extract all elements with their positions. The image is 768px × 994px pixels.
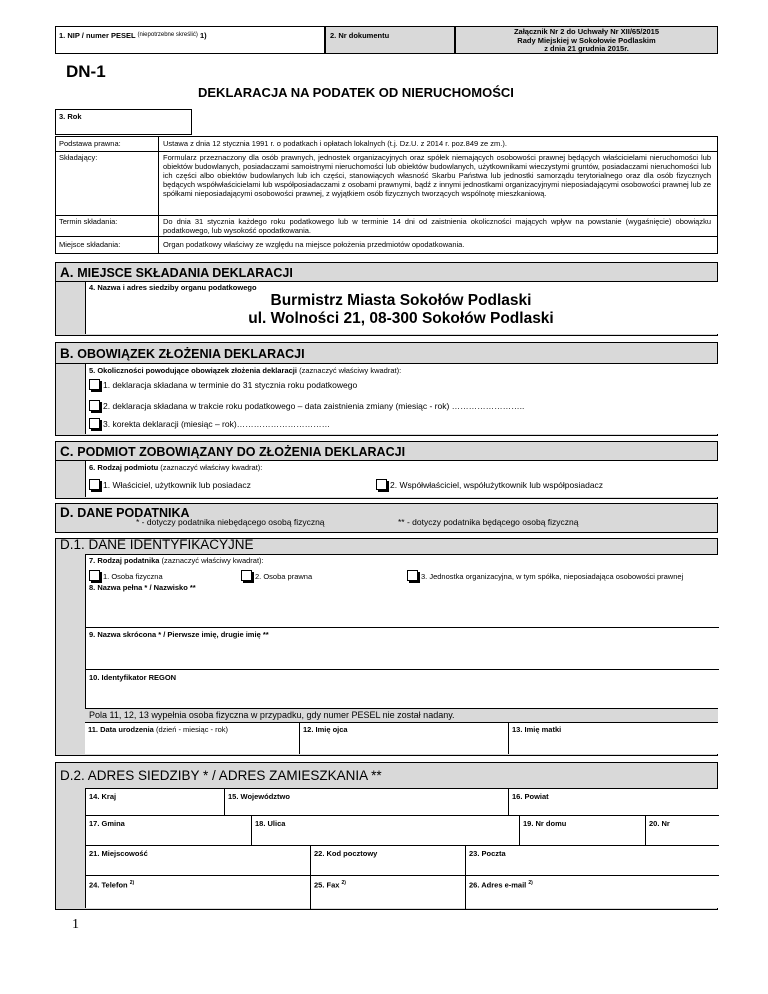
section-d-header — [55, 503, 718, 533]
annex-box — [455, 26, 718, 54]
taxpayer-type-note: (zaznaczyć właściwy kwadrat): — [161, 556, 264, 565]
father-name-label: 12. Imię ojca — [303, 725, 348, 734]
postal-code-field[interactable] — [311, 845, 466, 875]
regon-field[interactable] — [86, 669, 719, 708]
tax-office-name: Burmistrz Miasta Sokołów Podlaski — [270, 292, 532, 309]
option-owner-label: 1. Właściciel, użytkownik lub posiadacz — [103, 480, 251, 490]
nip-field[interactable] — [55, 26, 325, 54]
street-field[interactable] — [252, 815, 520, 845]
info-text-submitter: Formularz przeznaczony dla osób prawnych, jednostek organizacyjnych oraz spółek niemających osobowości prawnej będących właścicielami nieruchomości lub obiektów budowlanych, posiadaczami samoistnymi nieruchomości lub obiektów budowlanych, użytkownikami wieczystymi gruntów, posiadaczami nieruchomości lub ich części albo obiektów budowlanych lub ich części, stanowiących własność Skarbu Państwa lub jednostki samorządu terytorialnego oraz dla osób fizycznych będących współwłaścicielami lub współposiadaczami z osobami prawnymi, bądź z innymi jednostkami organizacyjnymi nieposiadającymi osobowości prawnej lub ze spółkami nieposiadającymi osobowości prawnej, z wyjątkiem osób fizycznych tworzących wspólnotę mieszkaniową. — [163, 153, 711, 198]
mother-name-field[interactable] — [509, 723, 718, 754]
phone-field[interactable] — [86, 875, 311, 909]
taxpayer-type-label: 7. Rodzaj podatnika — [89, 556, 160, 565]
voivodeship-field[interactable] — [225, 789, 509, 815]
short-name-field[interactable] — [86, 627, 719, 669]
document-number-field — [325, 26, 455, 54]
section-b-title: OBOWIĄZEK ZŁOŻENIA DEKLARACJI — [77, 347, 305, 361]
option-legal-person-label: 2. Osoba prawna — [255, 572, 313, 581]
section-d1-title: D.1. DANE IDENTYFIKACYJNE — [60, 537, 254, 552]
nip-suffix: 1) — [199, 31, 207, 40]
county-label: 16. Powiat — [512, 792, 549, 801]
section-a-body — [55, 282, 718, 336]
nip-label: 1. NIP / numer PESEL — [59, 31, 136, 40]
annex-line2: Rady Miejskiej w Sokołowie Podlaskim — [517, 35, 656, 45]
info-label-legal-basis: Podstawa prawna: — [59, 139, 121, 148]
option-organizational-unit[interactable] — [407, 570, 683, 581]
doc-no-label: 2. Nr dokumentu — [330, 31, 390, 40]
section-d1-header — [55, 538, 718, 554]
year-field[interactable] — [55, 109, 192, 135]
form-title: DEKLARACJA NA PODATEK OD NIERUCHOMOŚCI — [198, 85, 514, 100]
section-a-header — [55, 262, 718, 282]
section-d1-body — [55, 554, 718, 756]
option-legal-person[interactable] — [241, 570, 312, 581]
father-name-field[interactable] — [300, 723, 509, 754]
option-annual-label: 1. deklaracja składana w terminie do 31 stycznia roku podatkowego — [103, 380, 358, 390]
option-co-owner-label: 2. Współwłaściciel, współużytkownik lub współposiadacz — [390, 480, 604, 490]
entity-type-label: 6. Rodzaj podmiotu — [89, 463, 159, 472]
section-b-letter: B. — [60, 346, 74, 361]
short-name-label: 9. Nazwa skrócona * / Pierwsze imię, drugie imię ** — [89, 630, 269, 639]
phone-footnote: 2) — [129, 880, 135, 886]
post-office-label: 23. Poczta — [469, 849, 506, 858]
circumstances-label: 5. Okoliczności powodujące obowiązek złożenia deklaracji — [89, 366, 297, 375]
option-change[interactable] — [89, 400, 524, 411]
info-text-place: Organ podatkowy właściwy ze względu na miejsce położenia przedmiotów opodatkowania. — [163, 240, 465, 249]
tax-office-address: ul. Wolności 21, 08-300 Sokołów Podlaski — [248, 310, 554, 327]
regon-label: 10. Identyfikator REGON — [89, 673, 177, 682]
apartment-number-field[interactable] — [646, 815, 719, 845]
option-owner[interactable] — [89, 479, 251, 490]
annex-line3: z dnia 21 grudnia 2015r. — [544, 44, 629, 53]
checkbox-natural-person[interactable] — [89, 570, 100, 581]
birth-date-label: 11. Data urodzenia — [88, 725, 154, 734]
fax-label: 25. Fax — [314, 880, 340, 890]
info-label-place: Miejsce składania: — [59, 240, 121, 249]
page-number: 1 — [72, 917, 79, 932]
option-natural-person-label: 1. Osoba fizyczna — [103, 572, 163, 581]
section-d2-header — [55, 762, 718, 788]
circumstances-note: (zaznaczyć właściwy kwadrat): — [299, 366, 402, 375]
apartment-number-label: 20. Nr — [649, 819, 670, 828]
section-c-header — [55, 441, 718, 461]
option-organizational-unit-label: 3. Jednostka organizacyjna, w tym spółka, nieposiadająca osobowości prawnej — [421, 572, 684, 581]
mother-name-label: 13. Imię matki — [512, 725, 562, 734]
checkbox-owner[interactable] — [89, 479, 100, 490]
phone-label: 24. Telefon — [89, 880, 128, 890]
email-field[interactable] — [466, 875, 719, 909]
post-office-field[interactable] — [466, 845, 719, 875]
section-c-body — [55, 461, 718, 499]
locality-field[interactable] — [86, 845, 311, 875]
entity-type-note: (zaznaczyć właściwy kwadrat): — [160, 463, 263, 472]
checkbox-annual[interactable] — [89, 379, 100, 390]
section-a-title: MIEJSCE SKŁADANIA DEKLARACJI — [77, 266, 293, 280]
birth-date-note: (dzień - miesiąc - rok) — [155, 725, 229, 734]
postal-code-label: 22. Kod pocztowy — [314, 849, 378, 858]
option-annual[interactable] — [89, 379, 357, 390]
fax-footnote: 2) — [341, 880, 346, 886]
info-text-legal-basis: Ustawa z dnia 12 stycznia 1991 r. o podatkach i opłatach lokalnych (t.j. Dz.U. z 2014 r. poz.849 ze zm.). — [163, 139, 507, 148]
birth-date-field[interactable] — [85, 723, 300, 754]
municipality-field[interactable] — [86, 815, 252, 845]
checkbox-change[interactable] — [89, 400, 100, 411]
option-correction-label: 3. korekta deklaracji (miesiąc – rok)…………………………… — [103, 419, 331, 429]
email-footnote: 2) — [528, 880, 533, 886]
house-number-label: 19. Nr domu — [523, 819, 567, 828]
info-text-deadline: Do dnia 31 stycznia każdego roku podatkowego lub w terminie 14 dni od zaistnienia okoliczności mających wpływ na powstanie (wygaśnięcie) obowiązku podatkowego, lub wysokość opodatkowania. — [163, 217, 711, 235]
locality-label: 21. Miejscowość — [89, 849, 148, 858]
info-label-deadline: Termin składania: — [59, 217, 118, 226]
county-field[interactable] — [509, 789, 719, 815]
nip-note: (niepotrzebne skreślić) — [137, 32, 198, 38]
year-label: 3. Rok — [59, 112, 82, 121]
voivodeship-label: 15. Województwo — [228, 792, 290, 801]
note-natural-person: ** - dotyczy podatnika będącego osobą fizyczną — [398, 517, 579, 527]
option-change-label: 2. deklaracja składana w trakcie roku podatkowego – data zaistnienia zmiany (miesiąc - rok) …………………….. — [103, 401, 525, 411]
info-label-submitter: Składający: — [59, 153, 98, 162]
annex-line1: Załącznik Nr 2 do Uchwały Nr XII/65/2015 — [513, 27, 660, 36]
street-label: 18. Ulica — [255, 819, 286, 828]
checkbox-correction[interactable] — [89, 418, 100, 429]
option-natural-person[interactable] — [89, 570, 163, 581]
form-code: DN-1 — [66, 62, 106, 81]
checkbox-organizational-unit[interactable] — [407, 570, 418, 581]
house-number-field[interactable] — [520, 815, 646, 845]
full-name-field[interactable] — [86, 583, 719, 627]
option-co-owner[interactable] — [376, 479, 603, 490]
municipality-label: 17. Gmina — [89, 819, 125, 828]
note-legal-entity: * - dotyczy podatnika niebędącego osobą fizyczną — [136, 517, 325, 527]
section-d2-body — [55, 788, 718, 910]
country-field[interactable] — [86, 789, 225, 815]
pesel-note: Pola 11, 12, 13 wypełnia osoba fizyczna w przypadku, gdy numer PESEL nie został nadany. — [89, 710, 455, 720]
email-label: 26. Adres e-mail — [469, 880, 527, 890]
country-label: 14. Kraj — [89, 792, 117, 801]
fax-field[interactable] — [311, 875, 466, 909]
section-d2-title: D.2. ADRES SIEDZIBY * / ADRES ZAMIESZKANIA ** — [60, 768, 382, 783]
section-b-header — [55, 342, 718, 364]
section-d-letter: D. — [60, 505, 74, 520]
option-correction[interactable] — [89, 418, 330, 429]
section-a-letter: A. — [60, 265, 74, 280]
section-c-letter: C. — [60, 444, 74, 459]
section-b-body — [55, 364, 718, 436]
tax-office-field — [85, 282, 718, 334]
checkbox-legal-person[interactable] — [241, 570, 252, 581]
full-name-label: 8. Nazwa pełna * / Nazwisko ** — [89, 583, 196, 592]
section-d-title: DANE PODATNIKA — [77, 506, 190, 520]
tax-office-label: 4. Nazwa i adres siedziby organu podatkowego — [89, 283, 257, 292]
checkbox-co-owner[interactable] — [376, 479, 387, 490]
section-c-title: PODMIOT ZOBOWIĄZANY DO ZŁOŻENIA DEKLARACJI — [77, 445, 406, 459]
info-table — [55, 136, 718, 254]
